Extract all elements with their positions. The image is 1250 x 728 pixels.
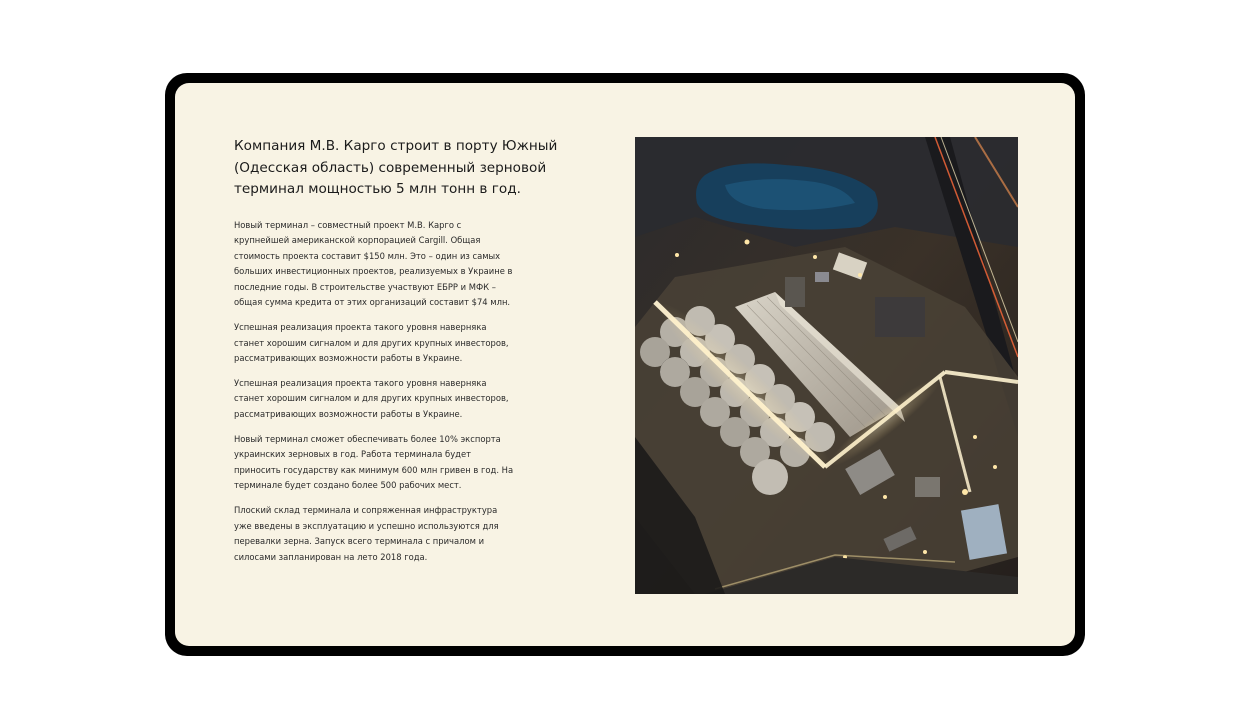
grain-terminal-aerial-photo: [635, 137, 1018, 594]
article-text-column: [234, 136, 564, 574]
article-headline: Компания М.В. Карго строит в порту Южный (Одесская область) современный зерновой терминал мощностью 5 млн тонн в год.: [234, 138, 558, 197]
device-frame: [165, 73, 1085, 656]
article-screen: [175, 83, 1075, 646]
article-paragraph-1: Новый терминал – совместный проект М.В. Карго с крупнейшей американской корпорацией Cargill. Общая стоимость проекта составит $150 млн. Это – один из самых больших инвестиционных проектов, реализуемых в Украине в последние годы. В строительстве участвуют ЕБРР и МФК – общая сумма кредита от этих организаций составит $74 млн.: [234, 219, 513, 308]
aerial-photo-illustration: [635, 137, 1018, 594]
article-paragraph-4: Новый терминал сможет обеспечивать более 10% экспорта украинских зерновых в год. Работа терминала будет приносить государству как минимум 600 млн гривен в год. На терминале будет создано более 500 рабочих мест.: [234, 433, 514, 491]
article-paragraph-3: Успешная реализация проекта такого уровня наверняка станет хорошим сигналом и для других крупных инвесторов, рассматривающих возможности работы в Украине.: [234, 377, 509, 420]
article-paragraph-2: Успешная реализация проекта такого уровня наверняка станет хорошим сигналом и для других крупных инвесторов, рассматривающих возможности работы в Украине.: [234, 322, 509, 364]
article-paragraph-5: Плоский склад терминала и сопряженная инфраструктура уже введены в эксплуатацию и успешно используются для перевалки зерна. Запуск всего терминала с причалом и силосами запланирован на лето 2018 года.: [234, 505, 499, 562]
